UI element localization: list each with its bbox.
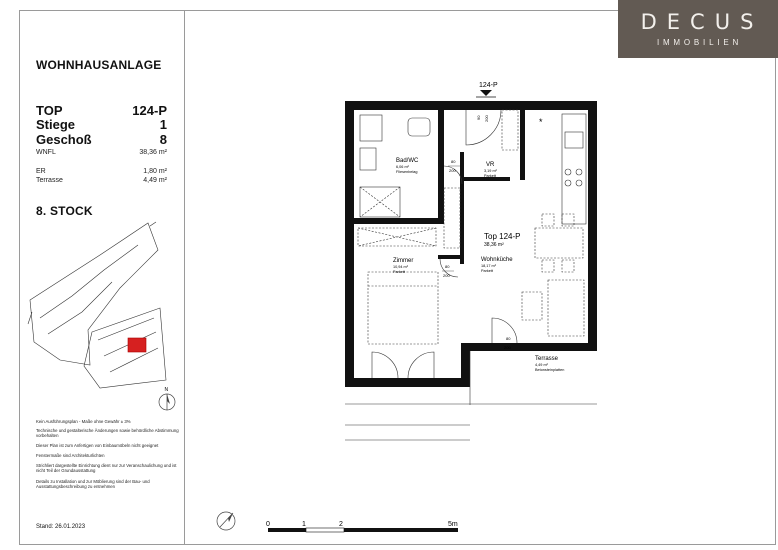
- scale-label-0: 0: [266, 521, 270, 528]
- door-1-width: 80: [451, 159, 456, 164]
- entry-door-width: 90: [476, 115, 481, 120]
- north-arrow: [159, 394, 175, 410]
- note-3: Dieser Plan ist zum Anfertigen von Einbaumöbeln nicht geeignet: [36, 443, 159, 448]
- brand-name: DECUS: [640, 10, 764, 34]
- er-value: 1,80 m²: [143, 168, 167, 175]
- wohnkueche-area: 18,17 m²: [481, 264, 496, 268]
- unit-title: Top 124-P: [484, 232, 521, 241]
- zimmer-area: 10,94 m²: [393, 265, 408, 269]
- asterisk-icon: *: [539, 117, 543, 127]
- brand-tagline: IMMOBILIEN: [656, 38, 743, 47]
- terrasse-value: 4,49 m²: [143, 177, 167, 184]
- bed: [368, 272, 438, 344]
- top-value: 124-P: [132, 103, 167, 118]
- plan-date: Stand: 26.01.2023: [36, 524, 86, 530]
- stiege-label: Stiege: [36, 117, 76, 132]
- wohnkueche-floor: Parkett: [481, 269, 494, 273]
- scale-label-1: 1: [302, 521, 306, 528]
- cabinet: [360, 148, 376, 170]
- wohnkueche-name: Wohnküche: [481, 257, 513, 263]
- geschoss-label: Geschoß: [36, 132, 92, 147]
- er-label: ER: [36, 168, 46, 175]
- door-2-width: 80: [445, 264, 450, 269]
- bath-floor: Fliesenbelag: [396, 170, 418, 174]
- north-arrow-bottom: [217, 512, 235, 530]
- vr-floor: Parkett: [484, 174, 497, 178]
- vr-name: VR: [486, 162, 495, 168]
- stiege-value: 1: [159, 117, 167, 132]
- door-1-height: 200: [449, 168, 456, 173]
- entry-door-height: 200: [484, 115, 489, 122]
- note-1: Kein Ausführungsplan - Maße ohne Gewähr ± 3%: [36, 419, 131, 424]
- scale-label-5m: 5m: [448, 521, 458, 528]
- terrasse-area: 4,49 m²: [535, 363, 548, 367]
- north-label: N: [164, 387, 169, 393]
- site-key-plan: [28, 222, 166, 388]
- sofa: [548, 280, 584, 336]
- zimmer-floor: Parkett: [393, 270, 406, 274]
- washbasin: [360, 115, 382, 141]
- entry-marker-icon: [480, 90, 492, 96]
- terrasse-label: Terrasse: [36, 177, 63, 184]
- wnfl-value: 38,36 m²: [139, 149, 167, 156]
- floor-title: 8. STOCK: [36, 204, 93, 218]
- bath-area: 6,06 m²: [396, 165, 409, 169]
- zimmer-name: Zimmer: [393, 258, 414, 264]
- terrasse-floor: Betonsteinplatten: [535, 368, 565, 372]
- scale-bar: [268, 528, 458, 532]
- note-2: Technische und gestalterische Änderungen sowie behördliche Abstimmung vorbehalten: [36, 428, 179, 438]
- kitchen-counter: [562, 114, 586, 224]
- dining-table: [535, 228, 583, 258]
- door-3-height: 200: [504, 345, 511, 350]
- note-4: Fenstermaße sind Architekturlichten: [36, 453, 105, 458]
- top-label: TOP: [36, 103, 63, 118]
- vr-area: 3,19 m²: [484, 169, 497, 173]
- unit-area: 38,36 m²: [484, 242, 504, 248]
- door-2-height: 200: [443, 273, 450, 278]
- terrasse-name: Terrasse: [535, 356, 559, 362]
- scale-label-2: 2: [339, 521, 343, 528]
- toilet: [408, 118, 430, 136]
- project-title: WOHNHAUSANLAGE: [36, 58, 162, 72]
- wnfl-label: WNFL: [36, 149, 56, 156]
- door-3-width: 80: [506, 336, 511, 341]
- geschoss-value: 8: [159, 132, 167, 147]
- unit-marker: 124-P: [479, 82, 498, 89]
- bath-name: Bad/WC: [396, 158, 419, 164]
- note-6: Details zu Installation und zur Möblierung sind der Bau- und Ausstattungsbeschreibung zu entnehmen: [36, 479, 150, 489]
- note-5: Strichliert dargestellte Einrichtung dient nur zur Veranschaulichung und ist nicht Teil der Grundausstattung: [36, 463, 177, 473]
